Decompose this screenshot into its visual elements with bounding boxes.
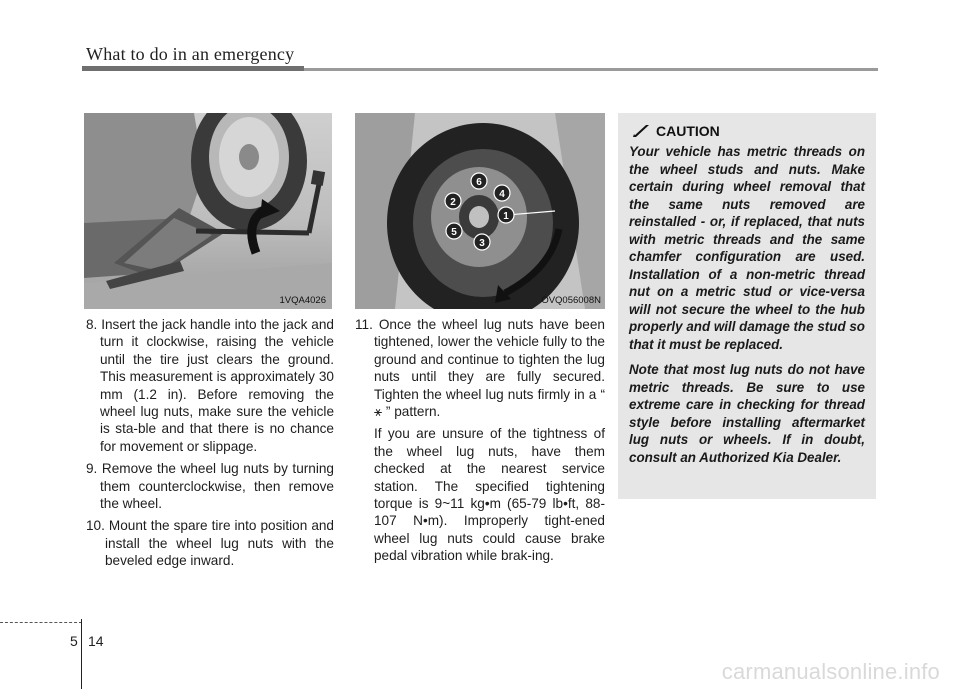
nut-label-5: 5 [451,227,457,238]
steps-column-right [355,316,605,565]
watermark-text: carmanualsonline.info [721,659,940,684]
wheel-illustration [355,113,605,309]
figure-caption: 1VQA4026 [279,295,326,306]
caution-heading [632,123,720,141]
caution-box [618,113,876,499]
caution-paragraph-2: Note that most lug nuts do not have metric threads. Be sure to use extreme care in checking for thread style before installing aftermarket lug nuts or wheels. If in doubt, consult an Authorized Kia Dealer. [629,362,865,465]
header-rule-accent [82,66,304,71]
caution-paragraph-1: Your vehicle has metric threads on the wheel studs and nuts. Make certain during wheel removal that the same nuts removed are reinstalled - or, if replaced, that nuts with metric threads and the same chamfer configuration are used. Installation of a non-metric thread nut on a metric stud or vice-versa will not secure the wheel to the hub properly and will damage the stud so that it must be replaced. [629,144,865,352]
nut-label-4: 4 [499,189,505,200]
nut-label-1: 1 [503,211,509,222]
step-9: 9. Remove the wheel lug nuts by turning them counterclockwise, then remove the wheel. [86,461,334,512]
page-header-title: What to do in an emergency [86,44,295,64]
figure-caption: OVQ056008N [541,295,601,306]
nut-label-3: 3 [479,238,485,249]
caution-title: CAUTION [656,123,720,139]
step-11: 11. Once the wheel lug nuts have been tightened, lower the vehicle fully to the ground and continue to tighten the lug nuts until they are fully secured. Tighten the wheel lug nuts firmly in a “ ⚹ ” pattern. [355,317,605,420]
pen-icon [632,124,650,141]
lug-nut-pattern-photo [355,113,605,309]
jack-photo [84,113,332,309]
step-8: 8. Insert the jack handle into the jack and turn it clockwise, raising the vehicle until the tire just clears the ground. This measurement is approximately 30 mm (1.2 in). Before removing the wheel lug nuts, make sure the vehicle is sta-ble and that there is no chance for movement or slippage. [86,317,334,454]
page-number: 14 [88,633,104,649]
torque-note: If you are unsure of the tightness of the wheel lug nuts, have them checked at the nearest service station. The specified tightening torque is 9~11 kg•m (65-79 lb•ft, 88-107 N•m). Improperly tight-ened wheel lug nuts could cause brake pedal vibration while brak-ing. [374,426,605,564]
nut-label-2: 2 [450,197,456,208]
section-number: 5 [70,633,78,649]
step-10: 10. Mount the spare tire into position and install the wheel lug nuts with the beveled edge inward. [86,518,334,569]
caution-body [629,143,865,474]
footer-divider [81,619,82,689]
footer-dashed-rule [0,622,82,623]
steps-column-left [86,316,334,575]
jack-illustration [84,113,332,309]
nut-label-6: 6 [476,177,482,188]
